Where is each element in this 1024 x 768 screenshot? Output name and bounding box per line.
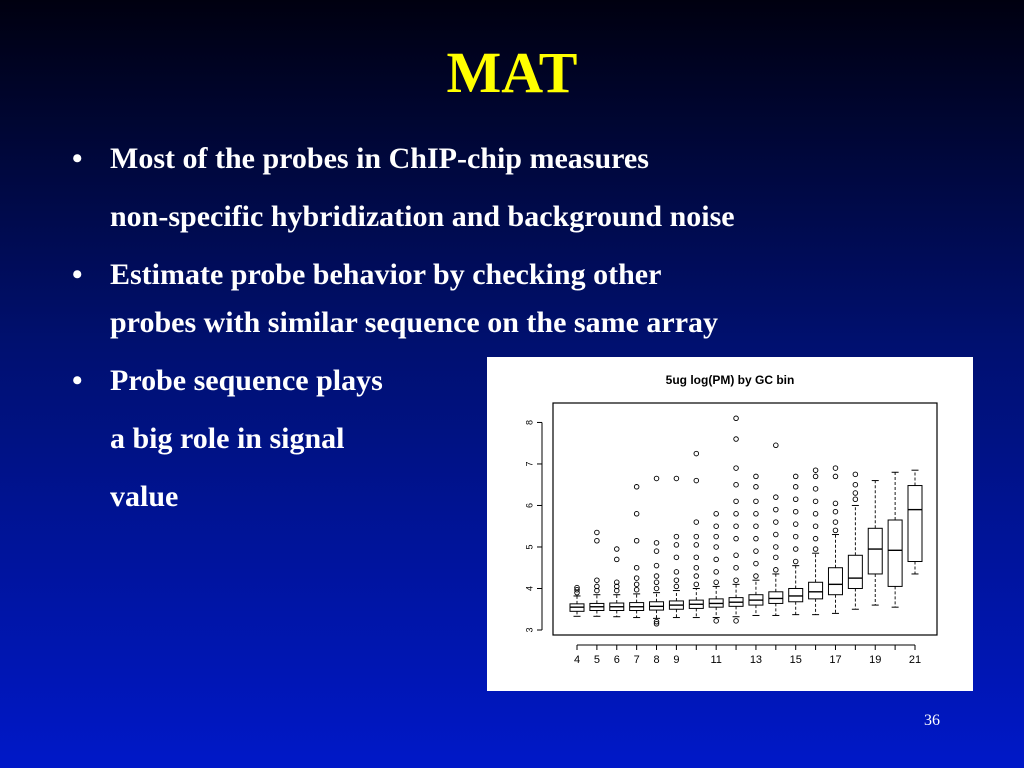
outlier-point (774, 532, 779, 537)
outlier-point (833, 474, 838, 479)
y-tick-label: 5 (524, 544, 535, 550)
bullet-3-line-3: value (110, 480, 179, 513)
outlier-point (694, 520, 699, 525)
outlier-point (654, 476, 659, 481)
outlier-point (694, 582, 699, 587)
outlier-point (754, 484, 759, 489)
x-tick-label: 5 (593, 654, 600, 666)
outlier-point (734, 553, 739, 558)
outlier-point (714, 524, 719, 529)
x-tick-label: 11 (710, 654, 722, 666)
outlier-point (674, 534, 679, 539)
boxes-layer (570, 416, 922, 626)
x-tick-label: 8 (653, 654, 660, 666)
box-iqr (769, 592, 783, 604)
box-gc-15 (789, 474, 803, 615)
x-tick-label: 15 (789, 654, 802, 666)
outlier-point (774, 443, 779, 448)
plot-frame (553, 403, 937, 635)
outlier-point (694, 574, 699, 579)
outlier-point (734, 482, 739, 487)
box-gc-14 (769, 443, 783, 615)
outlier-point (714, 557, 719, 562)
outlier-point (674, 555, 679, 560)
box-iqr (809, 582, 823, 599)
outlier-point (734, 511, 739, 516)
outlier-point (714, 511, 719, 516)
box-iqr (789, 588, 803, 601)
x-tick-label: 4 (573, 654, 581, 666)
box-gc-9 (669, 476, 683, 617)
x-tick-label: 13 (749, 654, 763, 666)
bullet-3-line-2: a big role in signal (110, 422, 345, 455)
outlier-point (833, 501, 838, 506)
outlier-point (793, 522, 798, 527)
y-tick-label: 8 (524, 419, 535, 425)
box-gc-10 (689, 451, 703, 617)
outlier-point (774, 495, 779, 500)
outlier-point (853, 482, 858, 487)
outlier-point (694, 555, 699, 560)
outlier-point (595, 578, 600, 583)
outlier-point (714, 534, 719, 539)
outlier-point (614, 547, 619, 552)
outlier-point (774, 545, 779, 550)
outlier-point (813, 547, 818, 552)
outlier-point (793, 509, 798, 514)
outlier-point (595, 530, 600, 535)
outlier-point (734, 416, 739, 421)
y-tick-label: 6 (524, 502, 535, 508)
x-tick-label: 9 (673, 654, 680, 666)
outlier-point (634, 511, 639, 516)
outlier-point (734, 619, 739, 624)
outlier-point (793, 534, 798, 539)
outlier-point (813, 499, 818, 504)
outlier-point (654, 586, 659, 591)
x-tick-label: 7 (633, 654, 640, 666)
x-axis (574, 645, 921, 666)
outlier-point (614, 557, 619, 562)
outlier-point (654, 574, 659, 579)
slide-title: MAT (446, 40, 578, 105)
outlier-point (694, 543, 699, 548)
outlier-point (674, 584, 679, 589)
outlier-point (754, 511, 759, 516)
outlier-point (853, 497, 858, 502)
slide-number: 36 (924, 712, 940, 729)
outlier-point (813, 511, 818, 516)
outlier-point (754, 524, 759, 529)
outlier-point (734, 499, 739, 504)
y-tick-label: 4 (524, 585, 535, 591)
outlier-point (714, 619, 719, 624)
outlier-point (654, 563, 659, 568)
box-iqr (848, 555, 862, 588)
box-gc-19 (868, 481, 882, 606)
outlier-point (674, 578, 679, 583)
y-tick-label: 3 (524, 627, 535, 633)
box-gc-11 (709, 511, 723, 623)
outlier-point (654, 541, 659, 546)
outlier-point (793, 474, 798, 479)
outlier-point (654, 580, 659, 585)
outlier-point (754, 499, 759, 504)
outlier-point (774, 568, 779, 573)
x-tick-label: 6 (613, 654, 620, 666)
outlier-point (833, 528, 838, 533)
outlier-point (714, 545, 719, 550)
outlier-point (674, 543, 679, 548)
box-gc-12 (729, 416, 743, 623)
outlier-point (674, 476, 679, 481)
bullet-1-line-1: Most of the probes in ChIP-chip measures (110, 142, 649, 175)
box-gc-6 (610, 547, 624, 617)
x-tick-label: 17 (829, 654, 842, 666)
outlier-point (813, 524, 818, 529)
bullet-2-line-1: Estimate probe behavior by checking other (110, 258, 662, 291)
box-gc-17 (828, 466, 842, 614)
box-gc-7 (630, 484, 644, 617)
outlier-point (754, 549, 759, 554)
outlier-point (734, 565, 739, 570)
outlier-point (634, 582, 639, 587)
outlier-point (734, 536, 739, 541)
box-gc-21 (908, 470, 922, 574)
outlier-point (634, 587, 639, 592)
box-iqr (908, 486, 922, 562)
outlier-point (793, 547, 798, 552)
outlier-point (694, 534, 699, 539)
box-iqr (868, 528, 882, 574)
y-tick-label: 7 (524, 461, 535, 467)
outlier-point (674, 570, 679, 575)
outlier-point (793, 559, 798, 564)
x-tick-label: 21 (908, 654, 922, 666)
outlier-point (754, 561, 759, 566)
outlier-point (813, 474, 818, 479)
chart-title: 5ug log(PM) by GC bin (665, 373, 795, 387)
box-iqr (828, 568, 842, 595)
outlier-point (595, 538, 600, 543)
outlier-point (694, 565, 699, 570)
y-axis (524, 420, 542, 633)
outlier-point (734, 524, 739, 529)
outlier-point (853, 472, 858, 477)
outlier-point (774, 555, 779, 560)
box-gc-8 (650, 476, 664, 626)
bullet-dot: • (72, 142, 83, 175)
boxplot-figure (487, 357, 973, 691)
outlier-point (754, 536, 759, 541)
outlier-point (694, 451, 699, 456)
box-gc-5 (590, 530, 604, 616)
box-gc-4 (570, 585, 584, 616)
outlier-point (654, 549, 659, 554)
bullet-2-line-2: probes with similar sequence on the same array (110, 306, 719, 339)
bullet-dot: • (72, 364, 83, 397)
box-gc-13 (749, 474, 763, 615)
outlier-point (833, 509, 838, 514)
box-gc-18 (848, 472, 862, 609)
outlier-point (714, 570, 719, 575)
x-tick-label: 19 (869, 654, 882, 666)
outlier-point (774, 520, 779, 525)
outlier-point (634, 484, 639, 489)
outlier-point (634, 565, 639, 570)
outlier-point (734, 437, 739, 442)
outlier-point (714, 580, 719, 585)
outlier-point (754, 574, 759, 579)
box-gc-20 (888, 472, 902, 607)
boxplot-chart (487, 357, 973, 691)
outlier-point (833, 520, 838, 525)
outlier-point (833, 466, 838, 471)
outlier-point (734, 578, 739, 583)
bullet-1-line-2: non-specific hybridization and background noise (110, 200, 735, 233)
outlier-point (793, 484, 798, 489)
outlier-point (813, 487, 818, 492)
box-iqr (888, 520, 902, 586)
outlier-point (813, 536, 818, 541)
bullet-dot: • (72, 258, 83, 291)
outlier-point (774, 507, 779, 512)
outlier-point (734, 466, 739, 471)
outlier-point (793, 497, 798, 502)
bullet-3-line-1: Probe sequence plays (110, 364, 383, 397)
outlier-point (694, 478, 699, 483)
outlier-point (634, 576, 639, 581)
box-gc-16 (809, 468, 823, 615)
outlier-point (813, 468, 818, 473)
outlier-point (634, 538, 639, 543)
outlier-point (754, 474, 759, 479)
outlier-point (853, 491, 858, 496)
